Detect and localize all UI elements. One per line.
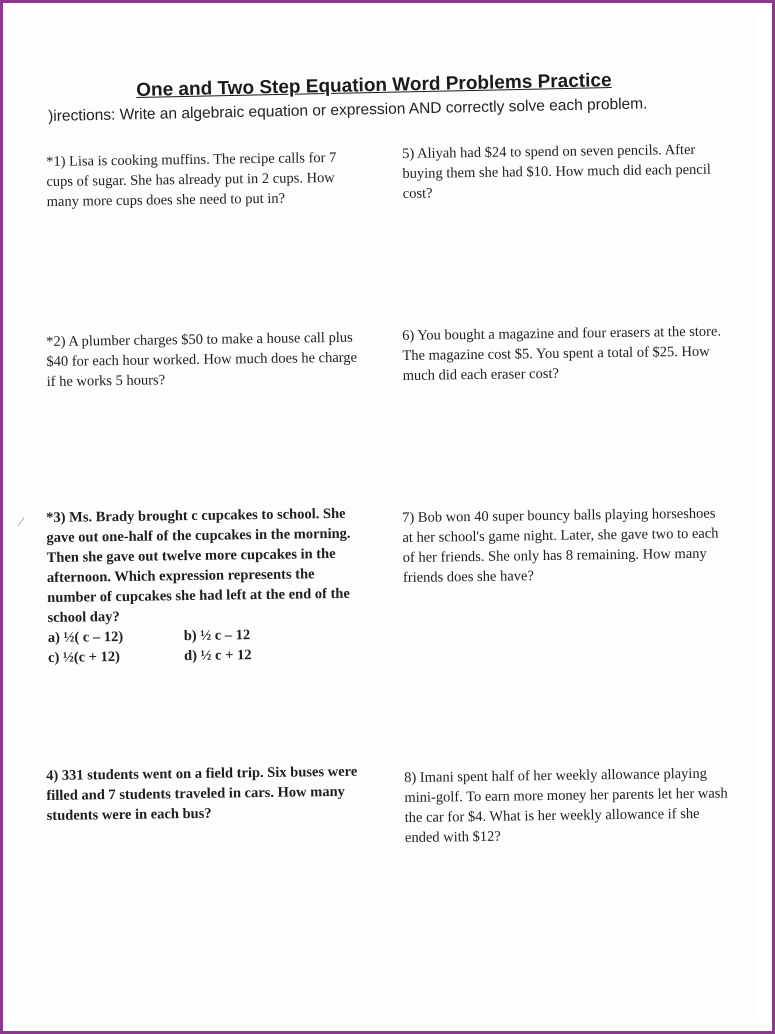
problem-2-text: *2) A plumber charges $50 to make a house call plus $40 for each hour worked. How much does he charge if he works 5 hours? xyxy=(46,329,358,390)
problem-1-text: *1) Lisa is cooking muffins. The recipe calls for 7 cups of sugar. She has already put in 2 cups. How many more cups does she need to put in? xyxy=(46,149,337,210)
choice-a: a) ½( c – 12) xyxy=(47,628,124,646)
problem-7-text: 7) Bob won 40 super bouncy balls playing horseshoes at her school's game night. Later, she gave two to each of her friends. She only has 8 remaining. How many friends does she have? xyxy=(402,505,719,586)
problem-3-choices xyxy=(48,624,369,668)
problem-2 xyxy=(46,328,367,392)
directions-text: )irections: Write an algebraic equation or expression AND correctly solve each problem. xyxy=(48,95,648,125)
problem-5-text: 5) Aliyah had $24 to spend on seven pencils. After buying them she had $10. How much did each pencil cost? xyxy=(402,141,711,202)
problem-6-text: 6) You bought a magazine and four erasers at the store. The magazine cost $5. You spent a total of $25. How much did each eraser cost? xyxy=(402,323,722,384)
problem-3 xyxy=(46,504,368,668)
worksheet-title: One and Two Step Equation Word Problems Practice xyxy=(136,70,612,101)
problem-8-text: 8) Imani spent half of her weekly allowance playing mini-golf. To earn more money her parents let her wash the car for $4. What is her weekly allowance if she ended with $12? xyxy=(404,765,728,846)
problem-4-text: 4) 331 students went on a field trip. Six buses were filled and 7 students traveled in cars. How many students were in each bus? xyxy=(46,763,358,824)
choice-c: c) ½(c + 12) xyxy=(47,648,121,666)
problem-7 xyxy=(402,504,723,588)
problem-8 xyxy=(404,763,733,848)
choice-b: b) ½ c – 12 xyxy=(183,627,251,645)
problem-1 xyxy=(46,148,367,212)
problem-5 xyxy=(402,140,723,204)
margin-pencil-mark: ∕ xyxy=(20,514,23,529)
problem-4 xyxy=(46,762,367,826)
choice-d: d) ½ c + 12 xyxy=(183,647,252,665)
problem-3-text: *3) Ms. Brady brought c cupcakes to school. She gave out one-half of the cupcakes in the morning. Then she gave out twelve more cupcakes in the afternoon. Which expression represents the number of cupcakes she had left at the end of the school day? xyxy=(46,505,351,626)
problem-6 xyxy=(402,322,723,386)
